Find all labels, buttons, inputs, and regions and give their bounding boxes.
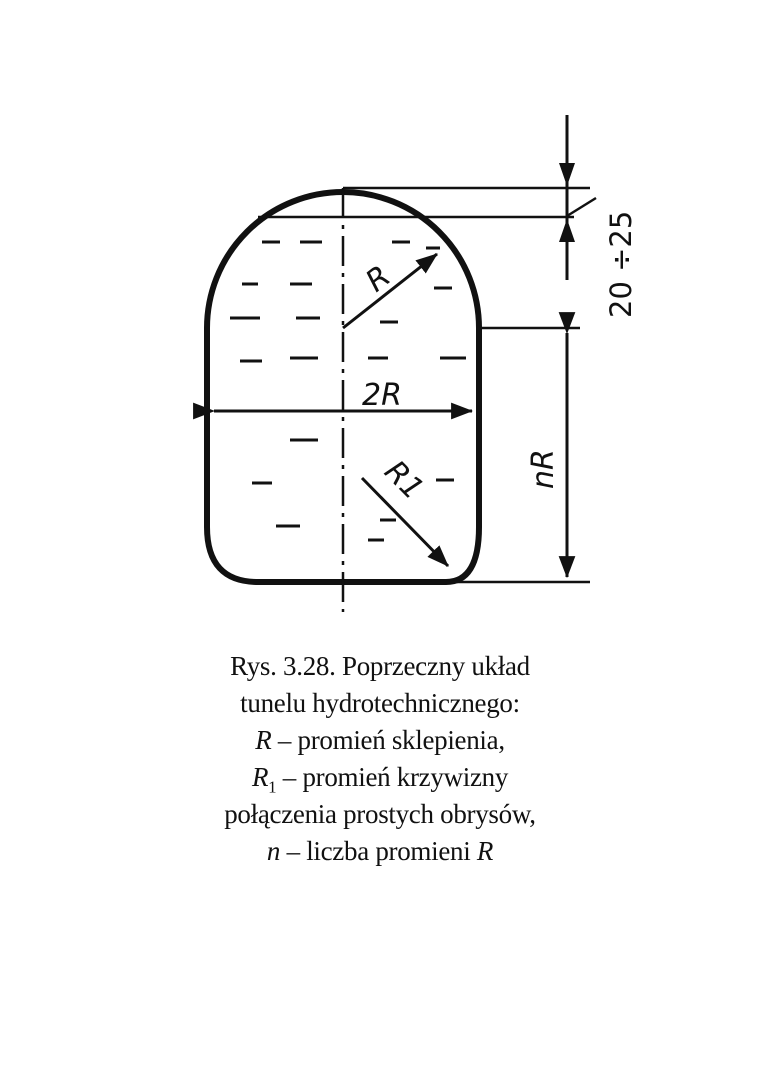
caption-line-1: Rys. 3.28. Poprzeczny układ — [230, 651, 530, 681]
caption-text-r1: – promień krzywizny — [276, 762, 509, 792]
caption-line-6 — [150, 833, 610, 870]
radius-r-label: R — [359, 258, 398, 300]
height-nr-label: nR — [526, 449, 561, 489]
caption-symbol-r1-subscript: 1 — [268, 777, 277, 797]
caption-text-n: – liczba promieni — [280, 836, 477, 866]
crown-arrow-up-icon — [559, 219, 575, 242]
radius-r1-label: R1 — [377, 453, 431, 507]
caption-line-3 — [150, 722, 610, 759]
water-hatching — [230, 242, 466, 540]
caption-line-5: połączenia prostych obrysów, — [224, 799, 536, 829]
caption-line-2: tunelu hydrotechnicznego: — [240, 688, 520, 718]
caption-symbol-r1: R — [251, 762, 269, 792]
crown-arrow-down-icon — [559, 163, 575, 186]
crown-leader-line — [567, 198, 596, 216]
crown-dimension-label: 20 ÷25 — [604, 210, 638, 318]
caption-symbol-r-end: R — [476, 836, 494, 866]
caption-text-r: – promień sklepienia, — [271, 725, 505, 755]
caption-symbol-n: n — [266, 836, 281, 866]
figure-caption — [150, 648, 610, 870]
width-2r-label: 2R — [362, 378, 402, 413]
caption-symbol-r: R — [255, 725, 272, 755]
caption-line-4 — [150, 759, 610, 796]
